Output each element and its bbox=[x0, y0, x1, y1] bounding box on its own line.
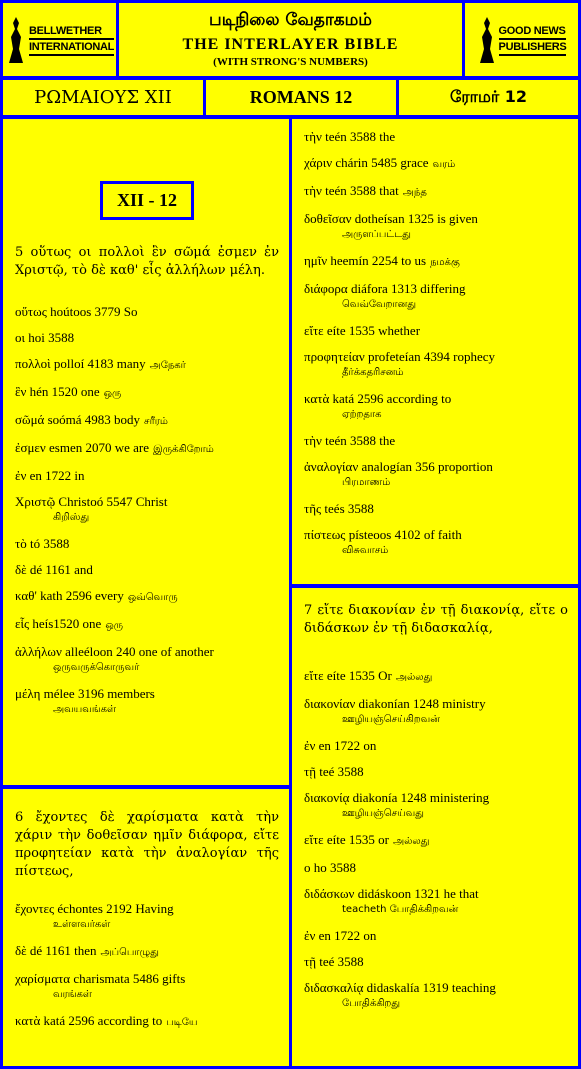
interlinear-entry bbox=[304, 738, 568, 754]
entry-line: τὴν teén 3588 the bbox=[304, 433, 396, 448]
entry-line: εἴτε eíte 1535 whether bbox=[304, 323, 421, 338]
entry-tamil: அப்பொழுது bbox=[100, 947, 159, 958]
interlinear-entry bbox=[15, 616, 279, 634]
interlinear-entry bbox=[304, 696, 568, 728]
title-block bbox=[119, 3, 462, 76]
interlinear-entry bbox=[304, 253, 568, 271]
interlinear-entry bbox=[15, 330, 279, 346]
book-english-label: ROMANS 12 bbox=[249, 87, 353, 107]
interlinear-entry bbox=[15, 412, 279, 430]
interlinear-entry bbox=[15, 356, 279, 374]
interlinear-entry bbox=[304, 391, 568, 423]
right-logo-line1: GOOD NEWS bbox=[499, 24, 567, 40]
entry-tamil: ஊழியஞ்செய்கிறவன் bbox=[342, 714, 440, 725]
title-main: THE INTERLAYER BIBLE bbox=[182, 36, 399, 53]
interlinear-entry bbox=[304, 323, 568, 339]
entry-line: δοθεῖσαν dotheísan 1325 is given bbox=[304, 211, 478, 226]
entry-tamil: ஒருவருக்கொருவர் bbox=[53, 662, 140, 673]
interlinear-entry bbox=[15, 971, 279, 1003]
entry-line: μέλη mélee 3196 members bbox=[15, 686, 155, 701]
entry-tamil: கிறிஸ்து bbox=[53, 512, 90, 523]
entry-tamil: வெவ்வேறானது bbox=[342, 299, 416, 310]
entry-tamil: படியே bbox=[166, 1017, 198, 1028]
entry-tamil: ஏற்றதாக bbox=[342, 409, 382, 420]
interlinear-entry bbox=[304, 832, 568, 850]
entry-line: Χριστῷ Christoó 5547 Christ bbox=[15, 494, 168, 509]
verse7-heading: 7 εἴτε διακονίαν ἐν τῇ διακονίᾳ, εἴτε ο διδάσκων ἐν τῇ διδασκαλίᾳ, bbox=[304, 603, 568, 636]
verse6-panel-right bbox=[292, 119, 578, 584]
entry-line: διδασκαλίᾳ didaskalía 1319 teaching bbox=[304, 980, 496, 995]
title-tamil: படிநிலை வேதாகமம் bbox=[209, 10, 372, 30]
entry-line: χάριν chárin 5485 grace bbox=[304, 155, 429, 170]
entry-line: οι hoi 3588 bbox=[15, 330, 75, 345]
entry-line: τὸ tó 3588 bbox=[15, 536, 70, 551]
interlinear-entry bbox=[304, 501, 568, 517]
verse7-entries bbox=[304, 668, 568, 1012]
entry-line: σῶμά soómá 4983 body bbox=[15, 412, 141, 427]
title-sub: (WITH STRONG'S NUMBERS) bbox=[213, 56, 368, 68]
entry-tamil: அநேகர் bbox=[149, 360, 186, 371]
interlinear-entry bbox=[304, 886, 568, 918]
entry-line: διδάσκων didáskoon 1321 he that bbox=[304, 886, 479, 901]
right-logo bbox=[465, 3, 578, 76]
verse6-entries-left bbox=[15, 901, 279, 1031]
entry-line: τῇ teé 3588 bbox=[304, 764, 364, 779]
verse6-panel-left bbox=[3, 789, 289, 1066]
interlinear-entry bbox=[15, 644, 279, 676]
entry-line: δὲ dé 1161 and bbox=[15, 562, 93, 577]
entry-line: εἴτε eíte 1535 or bbox=[304, 832, 389, 847]
interlinear-entry bbox=[304, 790, 568, 822]
verse7-panel bbox=[292, 588, 578, 1066]
book-tamil bbox=[399, 80, 578, 115]
chapter-label: XII - 12 bbox=[100, 181, 194, 220]
interlinear-entry bbox=[304, 183, 568, 201]
entry-tamil: ஒரு bbox=[103, 388, 122, 399]
interlinear-entry bbox=[304, 211, 568, 243]
entry-line: ἀλλήλων alleéloon 240 one of another bbox=[15, 644, 214, 659]
entry-line: πίστεως písteoos 4102 of faith bbox=[304, 527, 462, 542]
entry-tamil: ஒரு bbox=[105, 620, 123, 631]
entry-line: διάφορα diáfora 1313 differing bbox=[304, 281, 466, 296]
verse5-entries bbox=[15, 304, 279, 718]
entry-tamil: போதிக்கிறது bbox=[342, 998, 401, 1009]
interlinear-entry bbox=[304, 928, 568, 944]
entry-tamil: அல்லது bbox=[395, 672, 433, 683]
interlinear-entry bbox=[15, 468, 279, 484]
book-greek bbox=[3, 80, 203, 115]
entry-line: ἓν hén 1520 one bbox=[15, 384, 100, 399]
entry-tamil: நமக்கு bbox=[430, 257, 460, 268]
entry-tamil: பிரமாணம் bbox=[342, 477, 391, 488]
entry-line: κατὰ katá 2596 according to bbox=[304, 391, 452, 406]
entry-tamil: வரங்கள் bbox=[53, 989, 92, 1000]
book-tamil-label: ரோமர் 12 bbox=[449, 87, 528, 106]
interlinear-entry bbox=[304, 459, 568, 491]
interlinear-entry bbox=[304, 980, 568, 1012]
entry-tamil: அந்த bbox=[402, 187, 427, 198]
interlinear-entry bbox=[304, 527, 568, 559]
good-news-figure-icon bbox=[477, 15, 497, 65]
interlinear-entry bbox=[304, 954, 568, 970]
entry-tamil: ஊழியஞ்செய்வது bbox=[342, 808, 424, 819]
book-english bbox=[206, 80, 396, 115]
interlinear-entry bbox=[15, 1013, 279, 1031]
entry-line: προφητείαν profeteían 4394 rophecy bbox=[304, 349, 496, 364]
entry-tamil: ஒவ்வொரு bbox=[127, 592, 178, 603]
entry-line: τὴν teén 3588 the bbox=[304, 129, 396, 144]
entry-line: δὲ dé 1161 then bbox=[15, 943, 97, 958]
left-logo-line2: INTERNATIONAL bbox=[29, 40, 114, 56]
interlinear-entry bbox=[15, 901, 279, 933]
entry-tamil: தீர்க்கதரிசனம் bbox=[342, 367, 404, 378]
verse6-entries-right bbox=[304, 129, 568, 559]
interlinear-entry bbox=[15, 536, 279, 552]
entry-tamil: அவயவங்கள் bbox=[53, 704, 117, 715]
entry-line: τὴν teén 3588 that bbox=[304, 183, 399, 198]
interlinear-entry bbox=[15, 562, 279, 578]
entry-line: τῇ teé 3588 bbox=[304, 954, 364, 969]
interlinear-entry bbox=[304, 860, 568, 876]
verse6-heading: 6 ἔχοντες δὲ χαρίσματα κατὰ τὴν χάριν τὴν δοθεῖσαν ημῖν διάφορα, εἴτε προφητείαν κατὰ τὴν ἀναλογίαν τῆς πίστεως, bbox=[15, 810, 279, 879]
entry-line: ἐν en 1722 in bbox=[15, 468, 85, 483]
entry-line: οὕτως hoútoos 3779 So bbox=[15, 304, 138, 319]
right-logo-line2: PUBLISHERS bbox=[499, 40, 567, 56]
interlinear-entry bbox=[304, 129, 568, 145]
left-logo-line1: BELLWETHER bbox=[29, 24, 114, 40]
entry-tamil: வரம் bbox=[432, 159, 456, 170]
bellwether-figure-icon bbox=[5, 15, 27, 65]
entry-line: ἔχοντες échontes 2192 Having bbox=[15, 901, 174, 916]
verse5-panel bbox=[3, 119, 289, 785]
entry-line: κατὰ katá 2596 according to bbox=[15, 1013, 163, 1028]
entry-line: διακονίαν diakonían 1248 ministry bbox=[304, 696, 486, 711]
left-logo bbox=[3, 3, 116, 76]
entry-tamil: சரீரம் bbox=[144, 416, 168, 427]
entry-line: χαρίσματα charismata 5486 gifts bbox=[15, 971, 186, 986]
interlinear-entry bbox=[15, 494, 279, 526]
entry-line: ἐν en 1722 on bbox=[304, 928, 377, 943]
entry-tamil: இருக்கிறோம் bbox=[153, 444, 214, 455]
entry-line: ο ho 3588 bbox=[304, 860, 356, 875]
entry-line: τῆς teés 3588 bbox=[304, 501, 374, 516]
entry-tamil: teacheth போதிக்கிறவன் bbox=[342, 904, 459, 915]
interlinear-entry bbox=[304, 155, 568, 173]
interlinear-entry bbox=[304, 281, 568, 313]
interlinear-entry bbox=[15, 943, 279, 961]
entry-line: ημῖν heemín 2254 to us bbox=[304, 253, 427, 268]
verse5-heading: 5 οὕτως οι πολλοὶ ἓν σῶμά ἐσμεν ἐν Χριστῷ, τὸ δὲ καθ' εἷς ἀλλήλων μέλη. bbox=[15, 245, 279, 278]
entry-tamil: உள்ளவர்கள் bbox=[53, 919, 111, 930]
book-greek-label: ΡΩΜΑΙΟΥΣ XII bbox=[34, 87, 172, 108]
interlinear-entry bbox=[304, 433, 568, 449]
interlinear-entry bbox=[15, 686, 279, 718]
interlinear-entry bbox=[304, 764, 568, 780]
entry-line: καθ' kath 2596 every bbox=[15, 588, 124, 603]
entry-line: διακονίᾳ diakonía 1248 ministering bbox=[304, 790, 490, 805]
entry-line: εἴτε eíte 1535 Or bbox=[304, 668, 392, 683]
entry-line: ἐσμεν esmen 2070 we are bbox=[15, 440, 150, 455]
interlinear-entry bbox=[15, 588, 279, 606]
interlinear-entry bbox=[304, 349, 568, 381]
entry-tamil: அல்லது bbox=[392, 836, 430, 847]
interlinear-entry bbox=[15, 440, 279, 458]
entry-line: ἀναλογίαν analogían 356 proportion bbox=[304, 459, 493, 474]
entry-line: πολλοὶ polloí 4183 many bbox=[15, 356, 146, 371]
entry-line: εἷς heís1520 one bbox=[15, 616, 102, 631]
entry-tamil: அருளப்பட்டது bbox=[342, 229, 411, 240]
interlinear-entry bbox=[15, 384, 279, 402]
entry-tamil: விசுவாசம் bbox=[342, 545, 389, 556]
entry-line: ἐν en 1722 on bbox=[304, 738, 377, 753]
interlinear-entry bbox=[15, 304, 279, 320]
interlinear-entry bbox=[304, 668, 568, 686]
